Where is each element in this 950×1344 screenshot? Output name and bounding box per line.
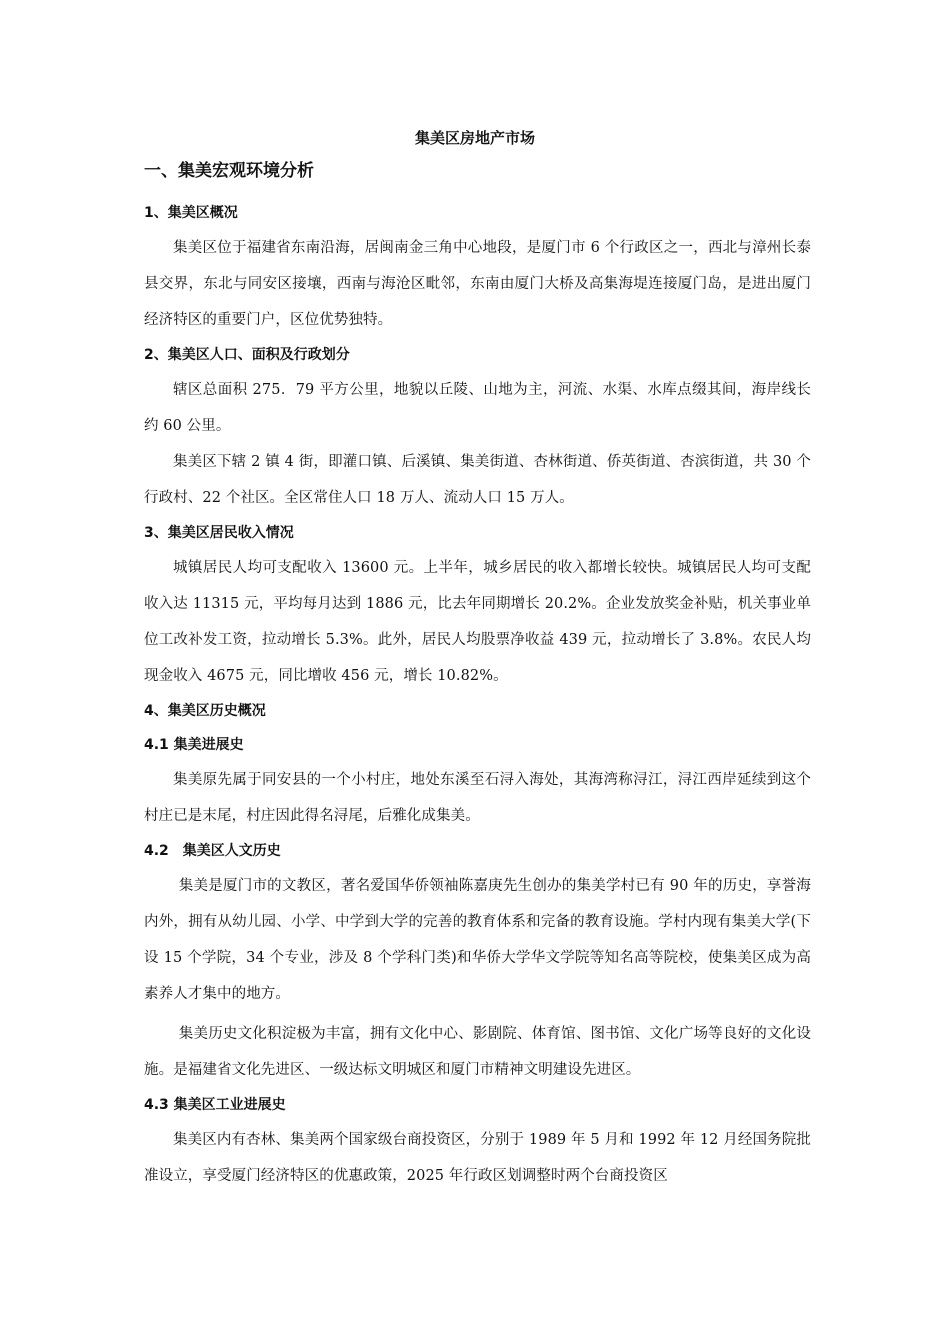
section-3-heading: 3、集美区居民收入情况	[144, 525, 294, 541]
section-2-paragraph-1: 辖区总面积 275．79 平方公里，地貌以丘陵、山地为主，河流、水渠、水库点缀其间，海岸线长约 60 公里。	[144, 382, 811, 434]
section-3-paragraph: 城镇居民人均可支配收入 13600 元。上半年，城乡居民的收入都增长较快。城镇居民人均可支配收入达 11315 元，平均每月达到 1886 元，比去年同期增长 20.2%。企业发放奖金补贴，机关事业单位工改补发工资，拉动增长 5.3%。此外，居民人均股票净收益 439 元，拉动增长了 3.8%。农民人均现金收入 4675 元，同比增收 456 元，增长 10.82%。	[144, 560, 811, 684]
section-1-heading: 1、集美区概况	[144, 205, 238, 221]
section-4-1-heading: 4.1 集美进展史	[144, 737, 244, 753]
section-4-3-paragraph: 集美区内有杏林、集美两个国家级台商投资区，分别于 1989 年 5 月和 1992 年 12 月经国务院批准设立，享受厦门经济特区的优惠政策，2025 年行政区划调整时两个台商投资区	[144, 1132, 811, 1184]
section-4-heading: 4、集美区历史概况	[144, 703, 266, 719]
section-4-2-heading: 4.2 集美区人文历史	[144, 843, 281, 859]
document-body	[144, 158, 811, 1194]
part1-heading: 一、集美宏观环境分析	[144, 161, 314, 181]
section-4-2-paragraph-1: 集美是厦门市的文教区，著名爱国华侨领袖陈嘉庚先生创办的集美学村已有 90 年的历史，享誉海内外，拥有从幼儿园、小学、中学到大学的完善的教育体系和完备的教育设施。学村内现有集美大学(下设 15 个学院，34 个专业，涉及 8 个学科门类)和华侨大学华文学院等知名高等院校，使集美区成为高素养人才集中的地方。	[144, 878, 811, 1002]
section-4-3-heading: 4.3 集美区工业进展史	[144, 1097, 286, 1113]
section-2-paragraph-2: 集美区下辖 2 镇 4 街，即灌口镇、后溪镇、集美街道、杏林街道、侨英街道、杏滨街道，共 30 个行政村、22 个社区。全区常住人口 18 万人、流动人口 15 万人。	[144, 454, 811, 506]
section-2-heading: 2、集美区人口、面积及行政划分	[144, 347, 350, 363]
section-4-2-paragraph-2: 集美历史文化积淀极为丰富，拥有文化中心、影剧院、体育馆、图书馆、文化广场等良好的文化设施。是福建省文化先进区、一级达标文明城区和厦门市精神文明建设先进区。	[144, 1026, 811, 1078]
document-title: 集美区房地产市场	[414, 129, 535, 147]
section-4-1-paragraph: 集美原先属于同安县的一个小村庄，地处东溪至石浔入海处，其海湾称浔江，浔江西岸延续到这个村庄已是末尾，村庄因此得名浔尾，后雅化成集美。	[144, 772, 811, 824]
section-1-paragraph: 集美区位于福建省东南沿海，居闽南金三角中心地段，是厦门市 6 个行政区之一，西北与漳州长泰县交界，东北与同安区接壤，西南与海沧区毗邻，东南由厦门大桥及高集海堤连接厦门岛，是进出厦门经济特区的重要门户，区位优势独特。	[144, 240, 811, 328]
